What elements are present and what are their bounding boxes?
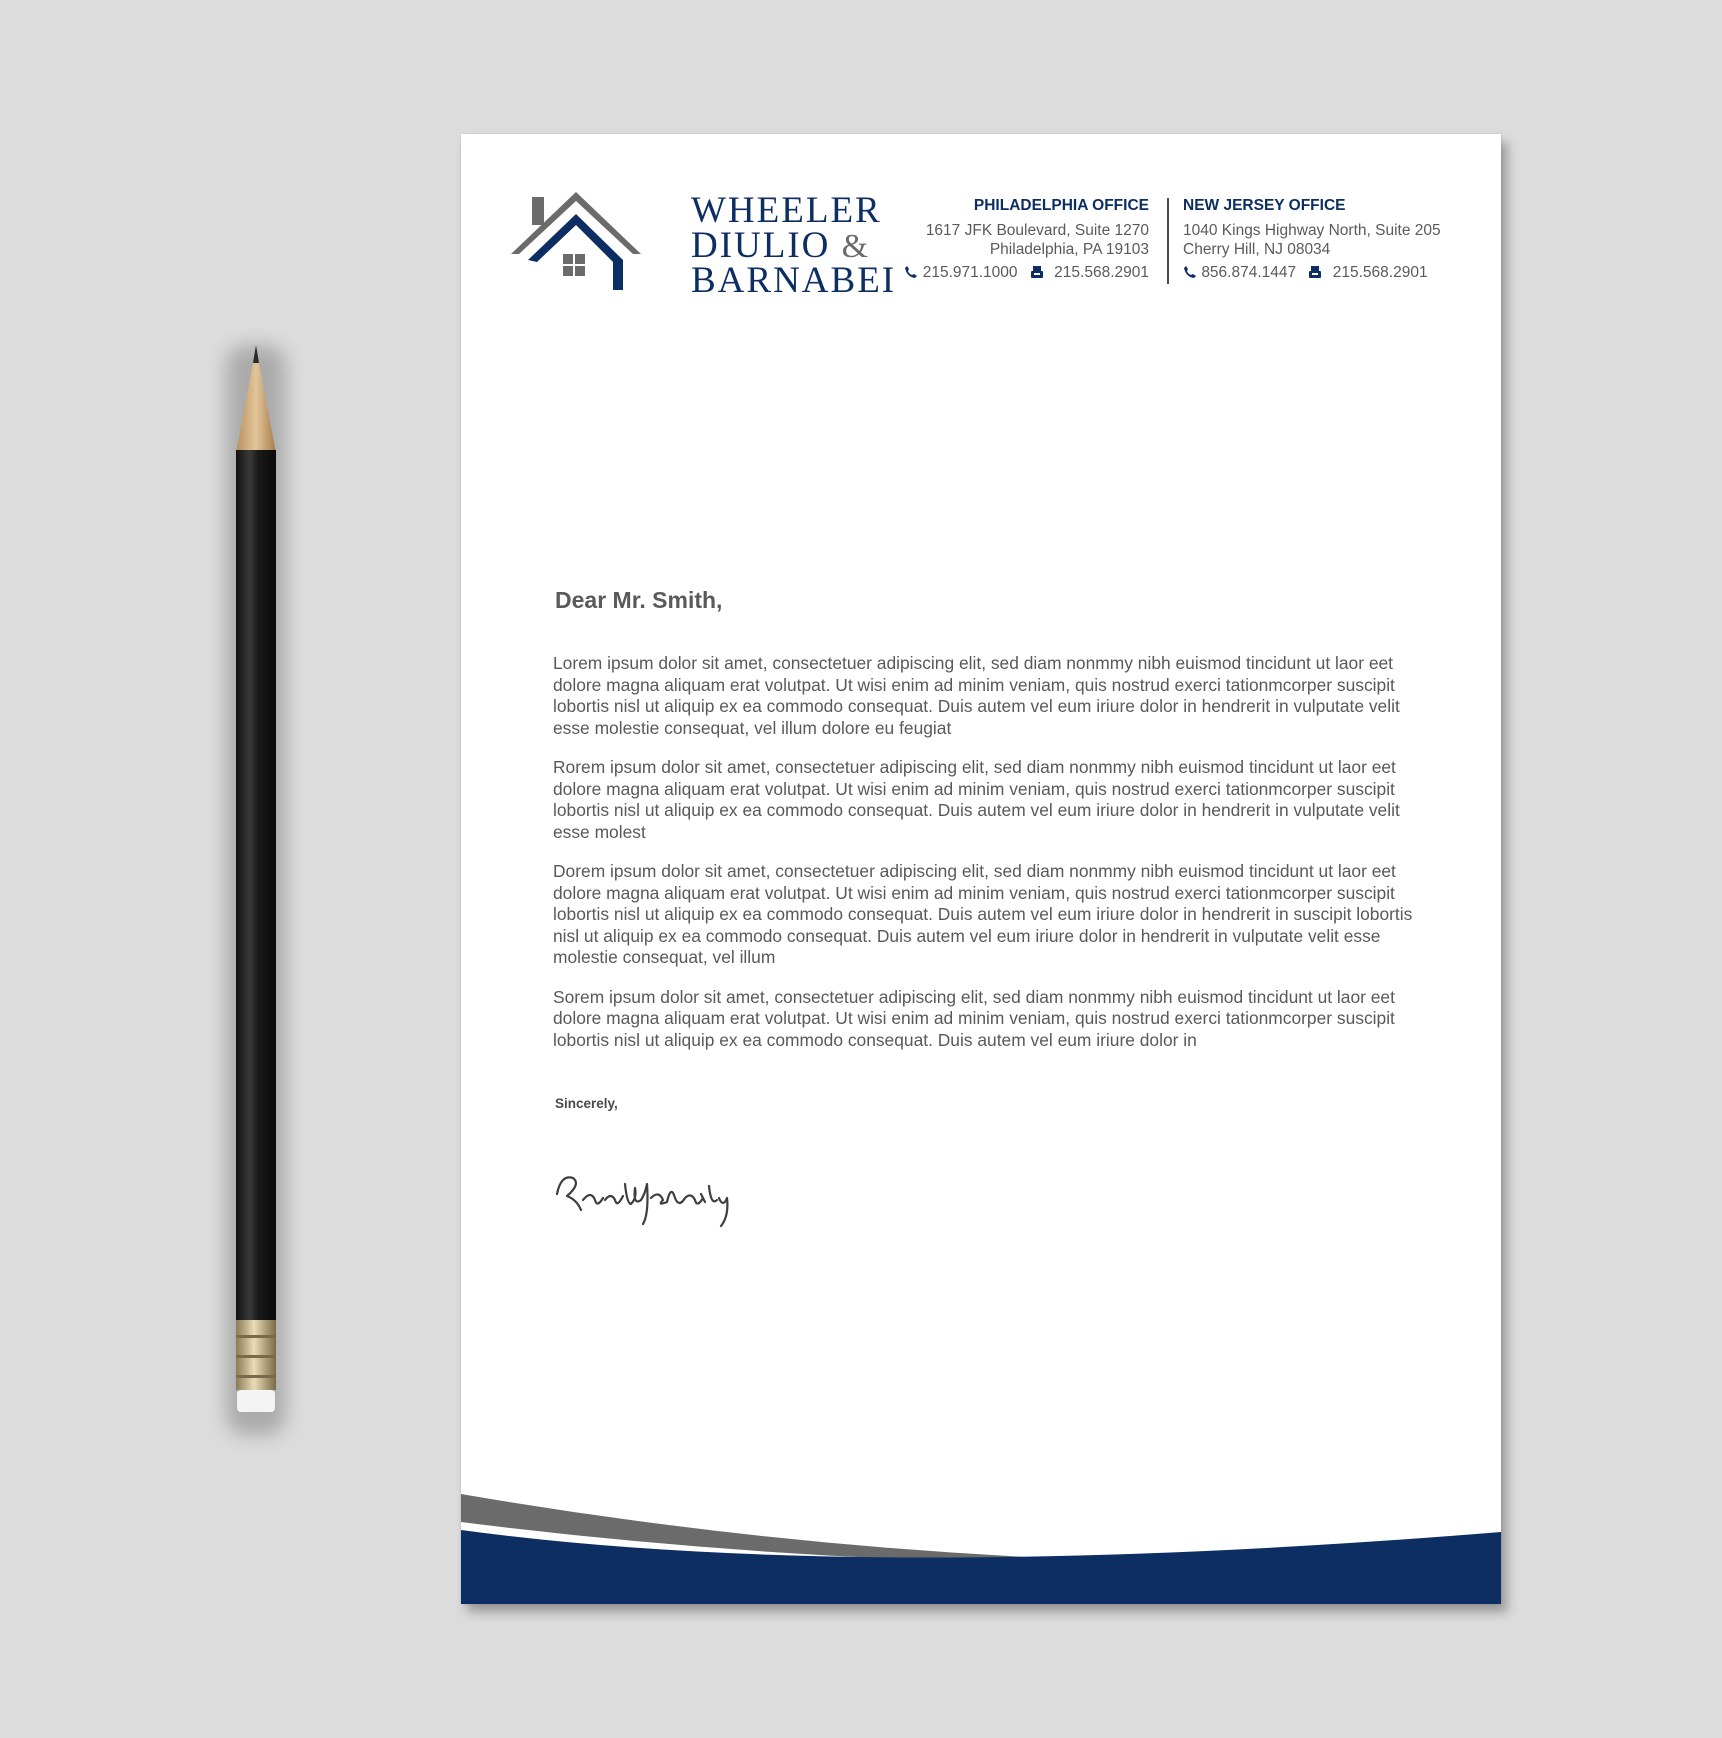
office-divider [1167,198,1169,284]
body-paragraph: Lorem ipsum dolor sit amet, consectetuer adipiscing elit, sed diam nonmmy nibh euismod tincidunt ut laor eet dolore magna aliquam erat volutpat. Ut wisi enim ad minim veniam, quis nostrud exerci tationmcorper suscipit lobortis nisl ut aliquip ex ea commodo consequat. Duis autem vel eum iriure dolor in hendrerit in vulputate velit esse molestie consequat, vel illum dolore eu feugiat [553,653,1400,738]
footer-swoosh [461,1494,1501,1604]
letterhead-paper [461,134,1501,1604]
office-address-line1: 1040 Kings Highway North, Suite 205 [1183,222,1441,239]
office-address-line2: Cherry Hill, NJ 08034 [1183,241,1331,258]
house-roof-icon [511,192,686,302]
office-contact-row [1183,263,1483,282]
new-jersey-office [1183,196,1483,282]
company-logo [511,190,897,302]
fax-icon [1030,265,1044,279]
phone-icon [904,265,918,279]
salutation: Dear Mr. Smith, [555,587,723,613]
body-paragraph: Sorem ipsum dolor sit amet, consectetuer adipiscing elit, sed diam nonmmy nibh euismod tincidunt ut laor eet dolore magna aliquam erat volutpat. Ut wisi enim ad minim veniam, quis nostrud exerci tationmcorper suscipit lobortis nisl ut aliquip ex ea commodo consequat. Duis autem vel eum iriure dolor in [553,986,1395,1050]
logo-text-diulio: DIULIO [691,225,831,266]
office-phone: 215.971.1000 [922,264,1018,281]
handwritten-signature [551,1154,751,1234]
logo-text-line3: BARNABEI [691,260,897,301]
logo-ampersand: & [841,228,871,265]
phone-icon [1183,265,1197,279]
philadelphia-office [829,196,1149,282]
logo-text-line1: WHEELER [691,190,882,231]
office-fax: 215.568.2901 [1054,264,1149,281]
fax-icon [1308,265,1322,279]
office-address-line2: Philadelphia, PA 19103 [989,241,1149,258]
body-paragraph: Rorem ipsum dolor sit amet, consectetuer adipiscing elit, sed diam nonmmy nibh euismod tincidunt ut laor eet dolore magna aliquam erat volutpat. Ut wisi enim ad minim veniam, quis nostrud exerci tationmcorper suscipit lobortis nisl ut aliquip ex ea commodo consequat. Duis autem vel eum iriure dolor in hendrerit in vulputate velit esse molest [553,757,1400,842]
letter-body [553,653,1413,1069]
closing: Sincerely, [555,1096,618,1111]
office-phone: 856.874.1447 [1201,264,1297,281]
office-address-line1: 1617 JFK Boulevard, Suite 1270 [925,222,1149,239]
office-contact-row [829,263,1149,282]
office-fax: 215.568.2901 [1332,264,1428,281]
pencil-image [232,345,280,1425]
office-title: PHILADELPHIA OFFICE [973,197,1149,214]
office-title: NEW JERSEY OFFICE [1183,197,1346,214]
body-paragraph: Dorem ipsum dolor sit amet, consectetuer adipiscing elit, sed diam nonmmy nibh euismod tincidunt ut laor eet dolore magna aliquam erat volutpat. Ut wisi enim ad minim veniam, quis nostrud exerci tationmcorper suscipit lobortis nisl ut aliquip ex ea commodo consequat. Duis autem vel eum iriure dolor in hendrerit in suscipit lobortis nisl ut aliquip ex ea commodo consequat. Duis autem vel eum iriure dolor in hendrerit in vulputate velit esse molestie consequat, vel illum [553,861,1413,967]
